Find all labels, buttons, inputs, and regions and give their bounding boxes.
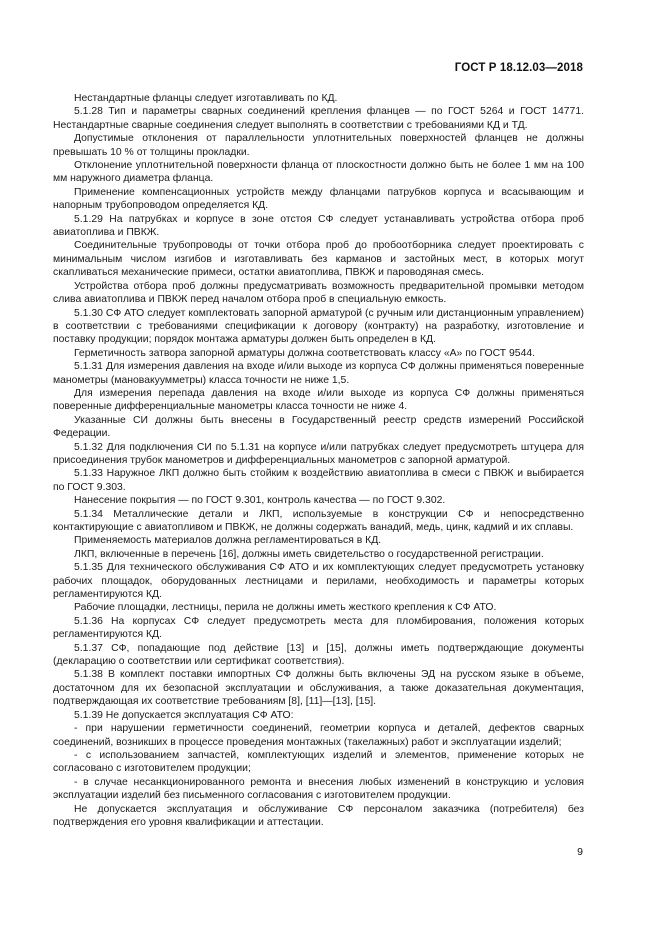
paragraph: 5.1.34 Металлические детали и ЛКП, используемые в конструкции СФ и непосредственно контактирующие с авиатопливом и ПВКЖ, не должны содержать ванадий, медь, цинк, кадмий и их сплавы. xyxy=(53,508,584,533)
paragraph: Нестандартные фланцы следует изготавливать по КД. xyxy=(74,93,338,104)
paragraph: 5.1.29 На патрубках и корпусе в зоне отстоя СФ следует устанавливать устройства отбора проб авиатоплива и ПВКЖ. xyxy=(53,213,584,239)
paragraph: Для измерения перепада давления на входе и/или выходе из корпуса СФ должны применяться поверенные дифференциальные манометры класса точности не ниже 4. xyxy=(53,387,584,413)
paragraph: Отклонение уплотнительной поверхности фланца от плоскостности должно быть не более 1 мм на 100 мм наружного диаметра фланца. xyxy=(53,160,584,185)
list-item: - при нарушении герметичности соединений, геометрии корпуса и деталей, дефектов сварных соединений, возникших в процессе проведения монтажных (такелажных) работ и эксплуатации изделий; xyxy=(53,723,584,748)
list-item: - в случае несанкционированного ремонта и внесения любых изменений в конструкцию и условия эксплуатации изделий без письменного согласования с изготовителем продукции. xyxy=(53,776,584,802)
paragraph: 5.1.30 СФ АТО следует комплектовать запорной арматурой (с ручным или дистанционным управлением) в соответствии с требованиями спецификации к договору (контракту) на разработку, изготовление и поставку продукции; порядок монтажа арматуры должен быть определен в КД. xyxy=(53,307,584,346)
paragraph: Нанесение покрытия — по ГОСТ 9.301, контроль качества — по ГОСТ 9.302. xyxy=(74,495,446,507)
paragraph: 5.1.38 В комплект поставки импортных СФ должны быть включены ЭД на русском языке в объеме, достаточном для их безопасной эксплуатации и обслуживания, а также доказательная документация, подтверждающая их соответствие требованиям [8], [11]—[13], [15]. xyxy=(53,669,584,708)
paragraph: 5.1.32 Для подключения СИ по 5.1.31 на корпусе и/или патрубках следует предусмотреть штуцера для присоединения трубок манометров и дифференциальных манометров с запорной арматурой. xyxy=(53,441,584,466)
paragraph: ЛКП, включенные в перечень [16], должны иметь свидетельство о государственной регистрации. xyxy=(74,548,544,560)
paragraph: Применяемость материалов должна регламентироваться в КД. xyxy=(74,535,382,547)
paragraph: Применение компенсационных устройств между фланцами патрубков корпуса и всасывающим и напорным трубопроводом определяется КД. xyxy=(53,186,584,212)
paragraph: 5.1.36 На корпусах СФ следует предусмотреть места для пломбирования, положения которых регламентируются КД. xyxy=(53,615,584,641)
paragraph: 5.1.33 Наружное ЛКП должно быть стойким к воздействию авиатоплива в смеси с ПВКЖ и выбирается по ГОСТ 9.303. xyxy=(53,468,584,493)
paragraph: Не допускается эксплуатация и обслуживание СФ персоналом заказчика (потребителя) без подтверждения его уровня квалификации и аттестации. xyxy=(53,803,584,828)
document-body xyxy=(53,92,584,829)
paragraph: 5.1.31 Для измерения давления на входе и/или выходе из корпуса СФ должны применяться поверенные манометры (мановакуумметры) класса точности не ниже 1,5. xyxy=(53,361,584,386)
paragraph: 5.1.39 Не допускается эксплуатация СФ АТО: xyxy=(74,709,294,721)
paragraph: Рабочие площадки, лестницы, перила не должны иметь жесткого крепления к СФ АТО. xyxy=(74,602,497,614)
paragraph: Герметичность затвора запорной арматуры должна соответствовать классу «А» по ГОСТ 9544. xyxy=(74,347,536,359)
list-item: - с использованием запчастей, комплектующих изделий и элементов, применение которых не согласовано с изготовителем продукции; xyxy=(53,749,584,775)
page-number: 9 xyxy=(577,846,583,858)
paragraph: Устройства отбора проб должны предусматривать возможность предварительной промывки методом слива авиатоплива и ПВКЖ перед началом отбора проб в специальную емкость. xyxy=(53,280,584,306)
paragraph: 5.1.37 СФ, попадающие под действие [13] и [15], должны иметь подтверждающие документы (декларацию о соответствии или сертификат соответствия). xyxy=(53,642,584,668)
paragraph: Соединительные трубопроводы от точки отбора проб до пробоотборника следует проектировать с минимальным числом изгибов и изготавливать без карманов и застойных мест, в которых могут скапливаться механические примеси, остатки авиатоплива, ПВКЖ и пароводяная смесь. xyxy=(53,240,584,279)
paragraph: Допустимые отклонения от параллельности уплотнительных поверхностей фланцев не должны превышать 10 % от толщины прокладки. xyxy=(53,133,584,158)
document-code: ГОСТ Р 18.12.03—2018 xyxy=(454,62,583,74)
paragraph: Указанные СИ должны быть внесены в Государственный реестр средств измерений Российской Федерации. xyxy=(53,414,584,440)
paragraph: 5.1.35 Для технического обслуживания СФ АТО и их комплектующих следует предусмотреть установку рабочих площадок, оборудованных лестницами и перилами, необходимость и параметры которых регламентируются КД. xyxy=(53,562,584,601)
paragraph: 5.1.28 Тип и параметры сварных соединений крепления фланцев — по ГОСТ 5264 и ГОСТ 14771. Нестандартные сварные соединения следует выполнять в соответствии с требованиями КД и ТД. xyxy=(53,106,584,131)
